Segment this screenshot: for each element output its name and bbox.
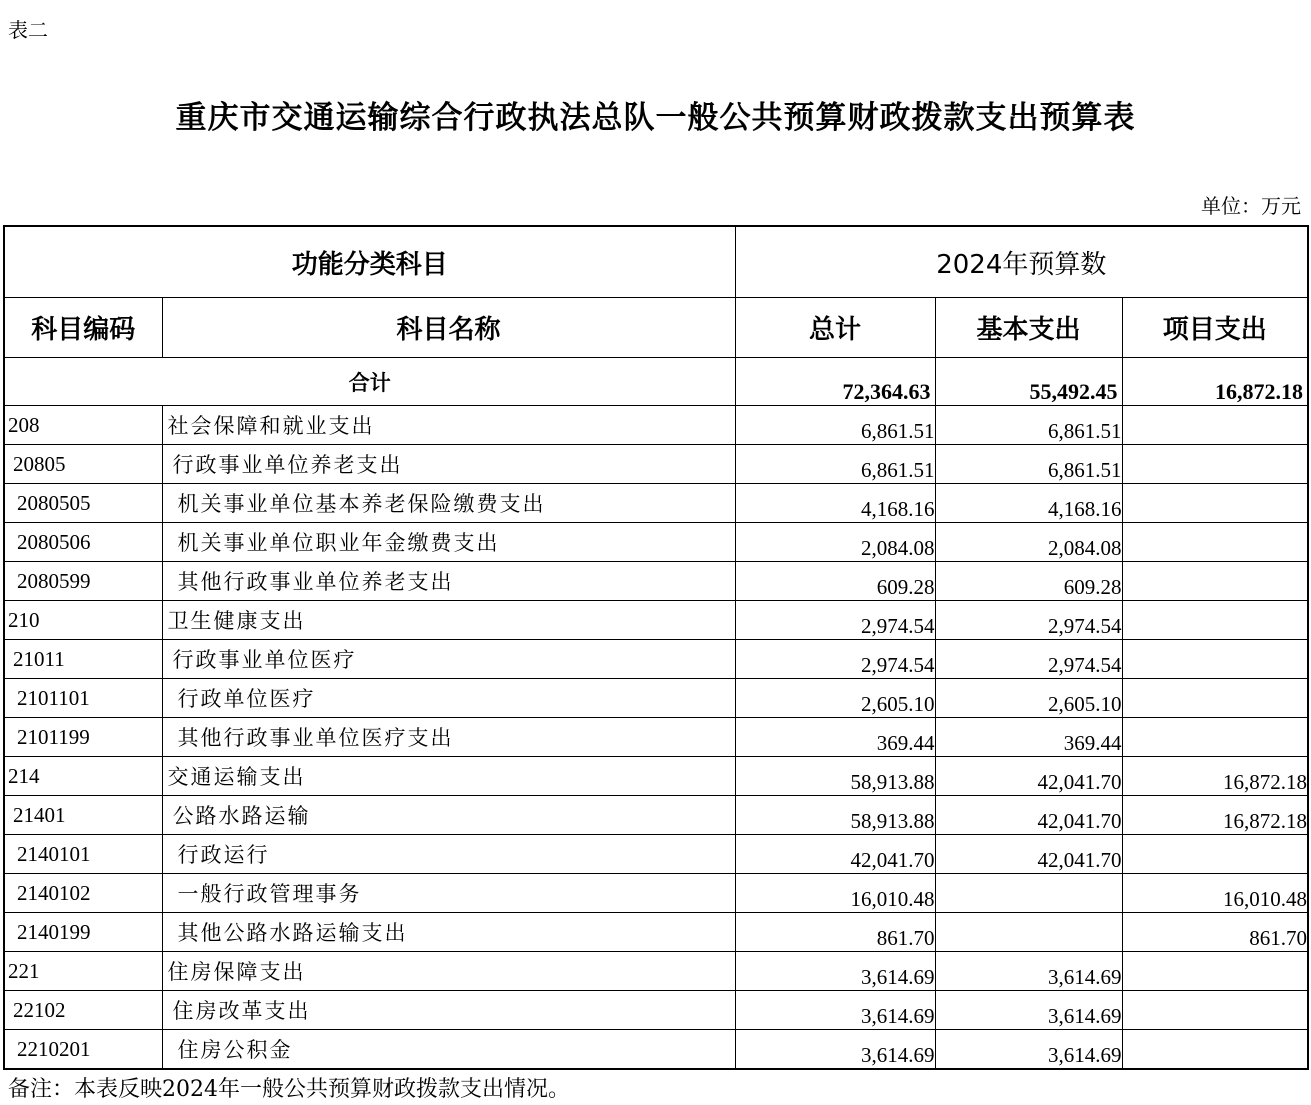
total-sum: 72,364.63 bbox=[735, 358, 935, 406]
cell-code: 2080599 bbox=[4, 562, 162, 601]
unit-label: 单位：万元 bbox=[1201, 194, 1301, 218]
header-basic: 基本支出 bbox=[935, 298, 1122, 358]
cell-total: 3,614.69 bbox=[735, 1030, 935, 1070]
total-label: 合计 bbox=[4, 358, 735, 406]
header-total: 总计 bbox=[735, 298, 935, 358]
table-row bbox=[4, 913, 1308, 952]
cell-basic: 6,861.51 bbox=[935, 445, 1122, 484]
cell-total: 369.44 bbox=[735, 718, 935, 757]
cell-project bbox=[1122, 523, 1308, 562]
header-code: 科目编码 bbox=[4, 298, 162, 358]
cell-name: 一般行政管理事务 bbox=[162, 874, 735, 913]
table-row bbox=[4, 796, 1308, 835]
table-row bbox=[4, 562, 1308, 601]
cell-basic: 2,974.54 bbox=[935, 601, 1122, 640]
table-number-label: 表二 bbox=[8, 18, 48, 42]
cell-name: 机关事业单位职业年金缴费支出 bbox=[162, 523, 735, 562]
footnote: 备注：本表反映2024年一般公共预算财政拨款支出情况。 bbox=[8, 1077, 570, 1102]
cell-code: 22102 bbox=[4, 991, 162, 1030]
header-functional-category: 功能分类科目 bbox=[4, 226, 735, 298]
cell-basic: 42,041.70 bbox=[935, 796, 1122, 835]
cell-total: 3,614.69 bbox=[735, 952, 935, 991]
total-project: 16,872.18 bbox=[1122, 358, 1308, 406]
total-basic: 55,492.45 bbox=[935, 358, 1122, 406]
cell-name: 机关事业单位基本养老保险缴费支出 bbox=[162, 484, 735, 523]
cell-basic: 3,614.69 bbox=[935, 952, 1122, 991]
cell-name: 住房公积金 bbox=[162, 1030, 735, 1070]
table-row bbox=[4, 484, 1308, 523]
table-row bbox=[4, 601, 1308, 640]
cell-code: 2210201 bbox=[4, 1030, 162, 1070]
cell-basic: 42,041.70 bbox=[935, 757, 1122, 796]
table-row bbox=[4, 718, 1308, 757]
cell-code: 208 bbox=[4, 406, 162, 445]
cell-project bbox=[1122, 445, 1308, 484]
cell-name: 交通运输支出 bbox=[162, 757, 735, 796]
header-row-columns bbox=[4, 298, 1308, 358]
cell-total: 609.28 bbox=[735, 562, 935, 601]
cell-basic bbox=[935, 913, 1122, 952]
cell-project bbox=[1122, 562, 1308, 601]
cell-name: 住房改革支出 bbox=[162, 991, 735, 1030]
cell-basic bbox=[935, 874, 1122, 913]
cell-code: 2101199 bbox=[4, 718, 162, 757]
cell-total: 2,974.54 bbox=[735, 640, 935, 679]
cell-name: 住房保障支出 bbox=[162, 952, 735, 991]
cell-project bbox=[1122, 406, 1308, 445]
cell-project bbox=[1122, 835, 1308, 874]
cell-name: 社会保障和就业支出 bbox=[162, 406, 735, 445]
cell-name: 行政事业单位养老支出 bbox=[162, 445, 735, 484]
cell-code: 2080506 bbox=[4, 523, 162, 562]
cell-name: 其他公路水路运输支出 bbox=[162, 913, 735, 952]
cell-basic: 3,614.69 bbox=[935, 1030, 1122, 1070]
table-row bbox=[4, 757, 1308, 796]
page-title: 重庆市交通运输综合行政执法总队一般公共预算财政拨款支出预算表 bbox=[175, 100, 1136, 136]
cell-project bbox=[1122, 484, 1308, 523]
cell-name: 其他行政事业单位医疗支出 bbox=[162, 718, 735, 757]
header-project: 项目支出 bbox=[1122, 298, 1308, 358]
total-row bbox=[4, 358, 1308, 406]
cell-total: 6,861.51 bbox=[735, 445, 935, 484]
cell-project: 16,872.18 bbox=[1122, 757, 1308, 796]
cell-name: 其他行政事业单位养老支出 bbox=[162, 562, 735, 601]
budget-table bbox=[3, 225, 1309, 1070]
cell-code: 210 bbox=[4, 601, 162, 640]
cell-code: 2080505 bbox=[4, 484, 162, 523]
table-row bbox=[4, 952, 1308, 991]
cell-code: 21401 bbox=[4, 796, 162, 835]
cell-total: 4,168.16 bbox=[735, 484, 935, 523]
cell-total: 2,084.08 bbox=[735, 523, 935, 562]
cell-code: 2140101 bbox=[4, 835, 162, 874]
cell-project bbox=[1122, 1030, 1308, 1070]
cell-total: 2,974.54 bbox=[735, 601, 935, 640]
cell-project bbox=[1122, 601, 1308, 640]
cell-project bbox=[1122, 640, 1308, 679]
cell-basic: 3,614.69 bbox=[935, 991, 1122, 1030]
table-row bbox=[4, 523, 1308, 562]
cell-total: 42,041.70 bbox=[735, 835, 935, 874]
cell-total: 58,913.88 bbox=[735, 796, 935, 835]
cell-project: 861.70 bbox=[1122, 913, 1308, 952]
header-budget-year: 2024年预算数 bbox=[735, 226, 1308, 298]
cell-total: 6,861.51 bbox=[735, 406, 935, 445]
cell-code: 2101101 bbox=[4, 679, 162, 718]
cell-total: 2,605.10 bbox=[735, 679, 935, 718]
table-row bbox=[4, 835, 1308, 874]
cell-code: 2140102 bbox=[4, 874, 162, 913]
cell-name: 行政单位医疗 bbox=[162, 679, 735, 718]
cell-basic: 369.44 bbox=[935, 718, 1122, 757]
header-name: 科目名称 bbox=[162, 298, 735, 358]
cell-name: 卫生健康支出 bbox=[162, 601, 735, 640]
cell-total: 861.70 bbox=[735, 913, 935, 952]
cell-basic: 609.28 bbox=[935, 562, 1122, 601]
cell-project bbox=[1122, 718, 1308, 757]
table-row bbox=[4, 640, 1308, 679]
cell-code: 21011 bbox=[4, 640, 162, 679]
cell-code: 221 bbox=[4, 952, 162, 991]
cell-total: 58,913.88 bbox=[735, 757, 935, 796]
cell-basic: 2,084.08 bbox=[935, 523, 1122, 562]
cell-basic: 2,605.10 bbox=[935, 679, 1122, 718]
cell-total: 3,614.69 bbox=[735, 991, 935, 1030]
table-row bbox=[4, 874, 1308, 913]
table-row bbox=[4, 406, 1308, 445]
cell-project bbox=[1122, 952, 1308, 991]
cell-project: 16,010.48 bbox=[1122, 874, 1308, 913]
cell-project bbox=[1122, 991, 1308, 1030]
cell-name: 行政运行 bbox=[162, 835, 735, 874]
header-row-top bbox=[4, 226, 1308, 298]
cell-project bbox=[1122, 679, 1308, 718]
cell-code: 214 bbox=[4, 757, 162, 796]
table-row bbox=[4, 679, 1308, 718]
cell-project: 16,872.18 bbox=[1122, 796, 1308, 835]
cell-basic: 4,168.16 bbox=[935, 484, 1122, 523]
table-row bbox=[4, 1030, 1308, 1070]
cell-code: 2140199 bbox=[4, 913, 162, 952]
cell-basic: 6,861.51 bbox=[935, 406, 1122, 445]
cell-basic: 2,974.54 bbox=[935, 640, 1122, 679]
cell-name: 公路水路运输 bbox=[162, 796, 735, 835]
cell-total: 16,010.48 bbox=[735, 874, 935, 913]
cell-basic: 42,041.70 bbox=[935, 835, 1122, 874]
cell-name: 行政事业单位医疗 bbox=[162, 640, 735, 679]
cell-code: 20805 bbox=[4, 445, 162, 484]
table-row bbox=[4, 991, 1308, 1030]
table-row bbox=[4, 445, 1308, 484]
